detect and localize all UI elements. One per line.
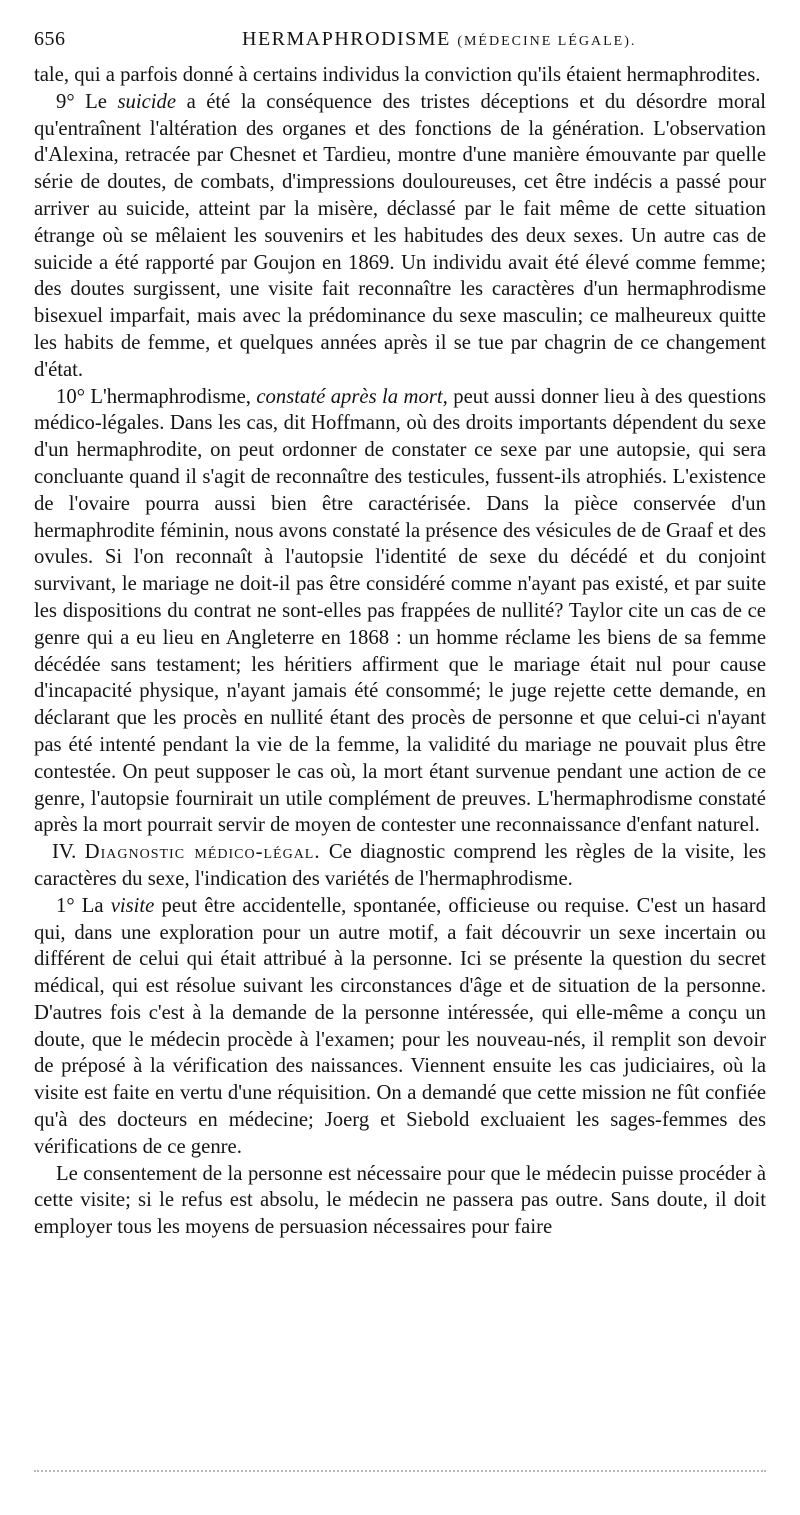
section-diagnostic <box>34 839 766 893</box>
page-number: 656 <box>34 28 66 50</box>
paragraph-consentement: Le consentement de la personne est nécessaire pour que le médecin puisse procéder à cette visite; si le refus est absolu, le médecin ne passera pas outre. Sans doute, il doit employer tous les moyens de persuasion nécessaires pour faire <box>34 1162 766 1239</box>
emphasis-text: constaté après la mort, <box>256 385 448 408</box>
bottom-dotted-rule <box>34 1470 766 1476</box>
item-number: 10° <box>56 385 85 408</box>
emphasis-text: suicide <box>117 90 177 113</box>
paragraph-post-mortem <box>34 384 766 840</box>
paragraph-text: peut aussi donner lieu à des questions médico-légales. Dans les cas, dit Hoffmann, où des droits importants dépendent du sexe d'un hermaphrodite, on peut ordonner de constater ce sexe par une autopsie, qui sera concluante quand il s'agit de reconnaître des testicules, fussent-ils atrophiés. L'existence de l'ovaire pourra aussi bien être caractérisée. Dans la pièce conservée d'un hermaphrodite féminin, nous avons constaté la présence des vésicules de de Graaf et des ovules. Si l'on reconnaît à l'autopsie l'identité de sexe du décédé et du conjoint survivant, le mariage ne doit-il pas être considéré comme n'ayant pas existé, et par suite les dispositions du contrat ne sont-elles pas frappées de nullité? Taylor cite un cas de ce genre qui a eu lieu en Angleterre en 1868 : un homme réclame les biens de sa femme décédée sans testament; les héritiers affirment que le mariage était nul pour cause d'incapacité physique, n'ayant jamais été consommé; le juge rejette cette demande, en déclarant que les procès en nullité étant des procès de personne et que celui-ci n'ayant pas été intenté pendant la vie de la femme, la validité du mariage ne pouvait plus être contestée. On peut supposer le cas où, la mort étant survenue pendant une action de ce genre, l'autopsie fournirait un utile complément de preuves. L'hermaphrodisme constaté après la mort pourrait servir de moyen de contester une reconnaissance d'enfant naturel. <box>34 385 767 837</box>
section-heading: Diagnostic médico-légal. <box>84 841 321 864</box>
paragraph-continuation: tale, qui a parfois donné à certains individus la conviction qu'ils étaient hermaphrodites. <box>34 64 761 86</box>
paragraph-text: La <box>81 894 104 917</box>
item-number: 1° <box>56 894 75 917</box>
running-title-main: HERMAPHRODISME <box>242 28 451 50</box>
body-text <box>34 62 766 1241</box>
running-title-sub: (MÉDECINE LÉGALE). <box>457 34 637 49</box>
paragraph-text: a été la conséquence des tristes déceptions et du désordre moral qu'entraînent l'altération des organes et des fonctions de la génération. L'observation d'Alexina, retracée par Chesnet et Tardieu, montre d'une manière émouvante par quelle série de doutes, de combats, d'impressions douloureuses, cet être indécis a passé pour arriver au suicide, atteint par la misère, déclassé par le fait même de cette situation étrange où se mêlaient les souvenirs et les habitudes des deux sexes. Un autre cas de suicide a été rapporté par Goujon en 1869. Un individu avait été élevé comme femme; des doutes surgissent, une visite fait reconnaître les caractères d'un hermaphrodisme bisexuel imparfait, mais avec la prédominance du sexe masculin; ce malheureux quitte les habits de femme, et quelques années après il se tue par chagrin de ce changement d'état. <box>34 90 766 381</box>
paragraph-visite <box>34 893 766 1161</box>
paragraph-text: Le <box>85 90 107 113</box>
paragraph-suicide <box>34 89 766 384</box>
paragraph-text: L'hermaphrodisme, <box>90 385 251 408</box>
running-title <box>242 28 636 51</box>
item-number: 9° <box>56 90 75 113</box>
section-number: IV. <box>52 841 77 864</box>
running-header <box>34 28 766 58</box>
emphasis-text: visite <box>110 894 155 917</box>
paragraph-text: Ce diagnostic comprend les règles de la visite, les caractères du sexe, l'indication des variétés de l'hermaphrodisme. <box>34 841 767 890</box>
paragraph-text: peut être accidentelle, spontanée, officieuse ou requise. C'est un hasard qui, dans une exploration pour un autre motif, a fait découvrir un sexe incertain ou différent de celui qui était attribué à la personne. Ici se présente la question du secret médical, qui est résolue suivant les circonstances d'âge et de situation de la personne. D'autres fois c'est à la demande de la personne intéressée, qui elle-même a conçu un doute, que le médecin procède à l'examen; pour les nouveau-nés, il remplit son devoir de préposé à la vérification des naissances. Viennent ensuite les cas judiciaires, où la visite est faite en vertu d'une réquisition. On a demandé que cette mission ne fût confiée qu'à des docteurs en médecine; Joerg et Siebold excluaient les sages-femmes des vérifications de ce genre. <box>34 894 767 1158</box>
